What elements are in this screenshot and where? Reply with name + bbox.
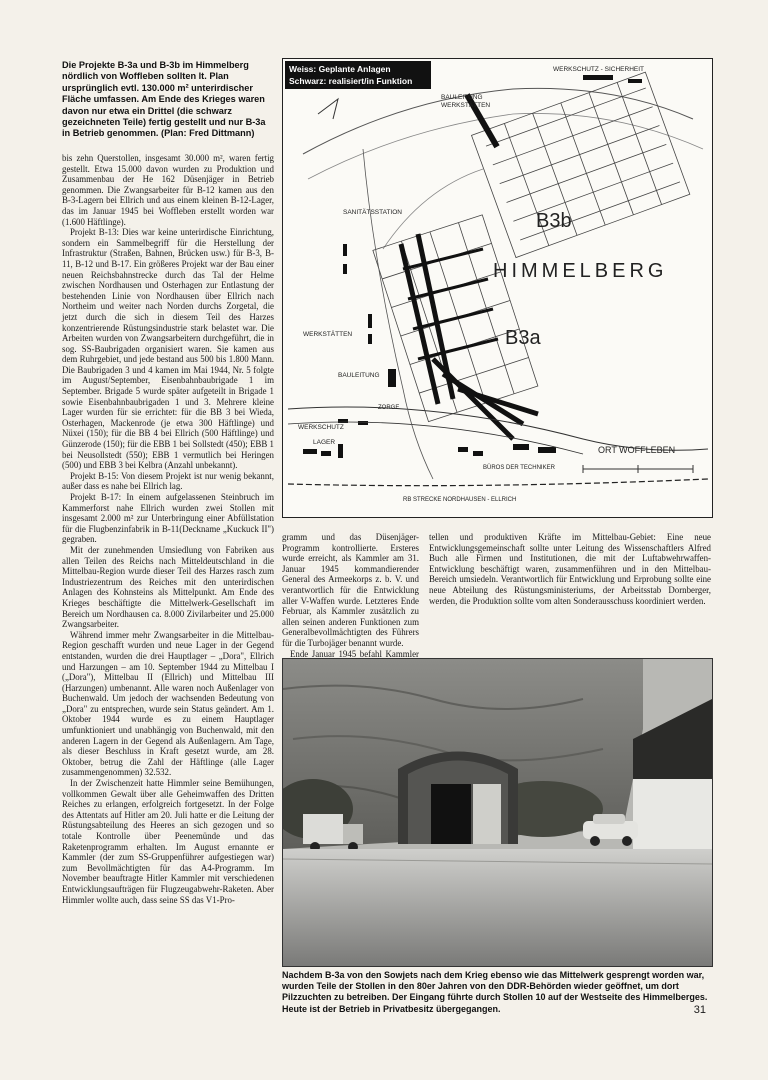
label-strecke: RB STRECKE NORDHAUSEN - ELLRICH (403, 497, 517, 503)
paragraph: Während immer mehr Zwangsarbeiter in die Mittelbau-Region geschafft wurden und neue Lager in der Gegend entstanden, wurden die drei Hauptlager – „Dora", Ellrich und Harzungen – am 10. September 1944 zu Mittelbau I („Dora"), Mittelbau II (Ellrich) und Mittelbau III (Harzungen) umbenannt. Alle waren noch Außenlager von Buchenwald. Um jedoch der wachsenden Bedeutung von „Dora" zu entsprechen, wurde sein Status geändert. Am 1. Oktober 1944 wurde es zu einem Hauptlager umfunktioniert und unabhängig von Buchenwald, mit den anderen Lagern in der Gegend als Außenlagern. Am Tage, als dieser Beschluss in Kraft gesetzt wurde, am 28. Oktober, betrug die Zahl der Häftlinge (alle Lager zusammengenommen) 32.532. (62, 629, 274, 778)
label-b3a: B3a (505, 327, 541, 349)
paragraph: tellen und produktiven Kräfte im Mittelbau-Gebiet: Eine neue Entwicklungsgemeinschaft sollte unter Leitung des Wissenschaftlers Alfred Buch alle Firmen und Institutionen, die mit der Luftabwehrwaffen-Entwicklung beschäftigt waren, zusammenführen und in den Mittelbau-Bereich umsiedeln. Verantwortlich für Entwicklung und Erprobung sollte eine neue Abteilung des Rüstungsministeriums, der Arbeitsstab Dornberger, werden, die Produktion sollte vom alten Sonderausschuss koordiniert werden. (429, 532, 711, 606)
label-buero-techniker: BÜROS DER TECHNIKER (483, 465, 555, 471)
paragraph: Projekt B-13: Dies war keine unterirdische Einrichtung, sondern ein Sammelbegriff für die Herstellung der Infrastruktur (Straßen, Bahnen, Brücken usw.) für B-3, B-11, B-12 und B-17. Ein größeres Projekt war der Bau einer neuen Reichsbahnstrecke durch das Tal der Helme zwischen Nordhausen und Osterhagen zur Entlastung der bestehenden Linie von Nordhausen über Ellrich nach Northeim und weiter nach Norden durchs Zorgetal, die jetzt durch die sich in diesem Teil des Harzes konzentrierende Rüstungsindustrie stark belastet war. Die Arbeiten wurden von Zwangsarbeitern durchgeführt, die in sog. SS-Baubrigaden organisiert waren. Sie kamen aus dem Ruhrgebiet, und jede bestand aus 500 bis 1.800 Mann. Die Baubrigaden 3 und 4 kamen im Mai 1944, Nr. 5 folgte im August/September, Eisenbahnbaubrigade 1 im September. Brigade 5 wurde später aufgeteilt in Brigade 1 sowie Eisenbahnbaubrigaden 1 und 3. Mehrere kleine Lager wurden für sie errichtet: für die BB 3 bei Wieda, Osterhagen, Mackenrode (je etwa 300 Häftlinge) und Nüxei (150); für die BB 4 bei Ellrich (500 Häftlinge) und Günzerode (150); für die EBB 1 bei Sollstedt (450); EBB 1 bei Neusollstedt (550); EBB 1 vermutlich bei Heringen (500) und EBB 3 bei Kelbra (Anzahl unbekannt). (62, 227, 274, 471)
label-sanitaetsstation: SANITÄTSSTATION (343, 209, 402, 216)
intro-caption: Die Projekte B-3a und B-3b im Himmelberg nördlich von Woffleben sollten lt. Plan ursprünglich evtl. 130.000 m² unterirdischer Fläche umfassen. Am Ende des Krieges waren davon nur etwa ein Drittel (die schwarz gezeichneten Teile) fertig gestellt und nur B-3a in Betrieb genommen. (Plan: Fred Dittmann) (62, 60, 266, 139)
legend-line-1: Weiss: Geplante Anlagen (289, 64, 391, 74)
label-zorge: ZORGE (378, 405, 400, 411)
label-himmelberg: HIMMELBERG (493, 260, 668, 282)
label-werkschutz: WERKSCHUTZ (298, 424, 344, 431)
paragraph: Projekt B-17: In einem aufgelassenen Steinbruch im Kammerforst nahe Ellrich wurden zwei Stollen mit insgesamt 2.000 m² zur Unterbringung einer Abfüllstation für die Flugbenzinfabrik in B-11(Deckname „Kuckuck II") gegraben. (62, 492, 274, 545)
left-column (62, 153, 274, 905)
paragraph: Projekt B-15: Von diesem Projekt ist nur wenig bekannt, außer dass es nahe bei Ellrich lag. (62, 470, 274, 492)
label-lager: LAGER (313, 439, 336, 446)
right-column (429, 532, 711, 606)
label-bauleitung-2: BAULEITUNG (338, 372, 380, 379)
tunnel-entrance-photo (282, 658, 713, 967)
label-werkstaetten: WERKSTÄTTEN (441, 102, 491, 109)
paragraph: Mit der zunehmenden Umsiedlung von Fabriken aus allen Teilen des Reichs nach Mitteldeutschland in die Mittelbau-Region wurde dieser Teil des Harzes rasch zum Industriezentrum des Reiches mit den unterirdischen Anlagen des Kohnsteins als Mittelpunkt. Am Ende des Krieges beschäftigte die Mittelwerk-Gesellschaft im Bereich um Nordhausen ca. 8.000 Zivilarbeiter und 25.000 Zwangsarbeiter. (62, 544, 274, 630)
paragraph: gramm und das Düsenjäger-Programm kontrollierte. Ersteres wurde erreicht, als Kammler am 31. Januar 1945 kommandierender General des Armeekorps z. b. V. und verantwortlich für die Entwicklung aller V-Waffen wurde. Letzteres Ende Februar, als Kammler zusätzlich zu allen seinen anderen Funktionen zum Generalbevollmächtigten des Führers für die Turbojäger benannt wurde. (282, 532, 419, 648)
paragraph: bis zehn Querstollen, insgesamt 30.000 m², waren fertig gestellt. Etwa 15.000 davon wurden zu Produktion und Zusammenbau der He 162 Düsenjäger in Betrieb genommen. Die Zwangsarbeiter für B-12 kamen aus den B-3-Lagern bei Ellrich und aus einem kleinen B-12-Lager, das im Januar 1945 bei Woffleben erstellt worden war (1.600 Häftlinge). (62, 153, 274, 227)
label-werkschutz-sicherheit: WERKSCHUTZ - SICHERHEIT (553, 66, 644, 73)
label-werkstaetten-2: WERKSTÄTTEN (303, 331, 353, 338)
label-bauleitung: BAULEITUNG (441, 94, 483, 101)
label-b3b: B3b (536, 210, 572, 232)
paragraph: Ende Januar 1945 befahl Kammler (290, 648, 419, 659)
photo-caption: Nachdem B-3a von den Sowjets nach dem Krieg ebenso wie das Mittelwerk gesprengt worden war, wurden Teile der Stollen in den 80er Jahren von den DDR-Behörden wieder geöffnet, um dort Pilzzuchten zu betreiben. Der Eingang führte durch Stollen 10 auf der Westseite des Himmelberges. Heute ist der Betrieb in Privatbesitz übergegangen. (282, 970, 708, 1014)
page-number: 31 (693, 1004, 706, 1016)
legend-line-2: Schwarz: realisiert/in Funktion (289, 76, 413, 86)
site-plan-map (282, 58, 713, 518)
paragraph: In der Zwischenzeit hatte Himmler seine Bemühungen, vollkommen Gewalt über alle Geheimwaffen des Dritten Reiches zu erlangen, erfolgreich fortgesetzt. In der Folge des Attentats auf Hitler am 20. Juli hatte er die Leitung der Rüstungsabteilung des Heeres an sich gezogen und so totale Kontrolle über Peenemünde und das Raketenprogramm erhalten. Im August ernannte er Kammler (der zum SS-Gruppenführer aufgestiegen war) zum Bevollmächtigten für das A4-Programm. Im November beauftragte Hitler Kammler mit verschiedenen Entwicklungsaufträgen für Flugzeugabwehr-Raketen. Aber Himmler wollte auch, dass seine SS das V1-Pro- (62, 778, 274, 905)
label-ort-woffleben: ORT WOFFLEBEN (598, 445, 676, 455)
